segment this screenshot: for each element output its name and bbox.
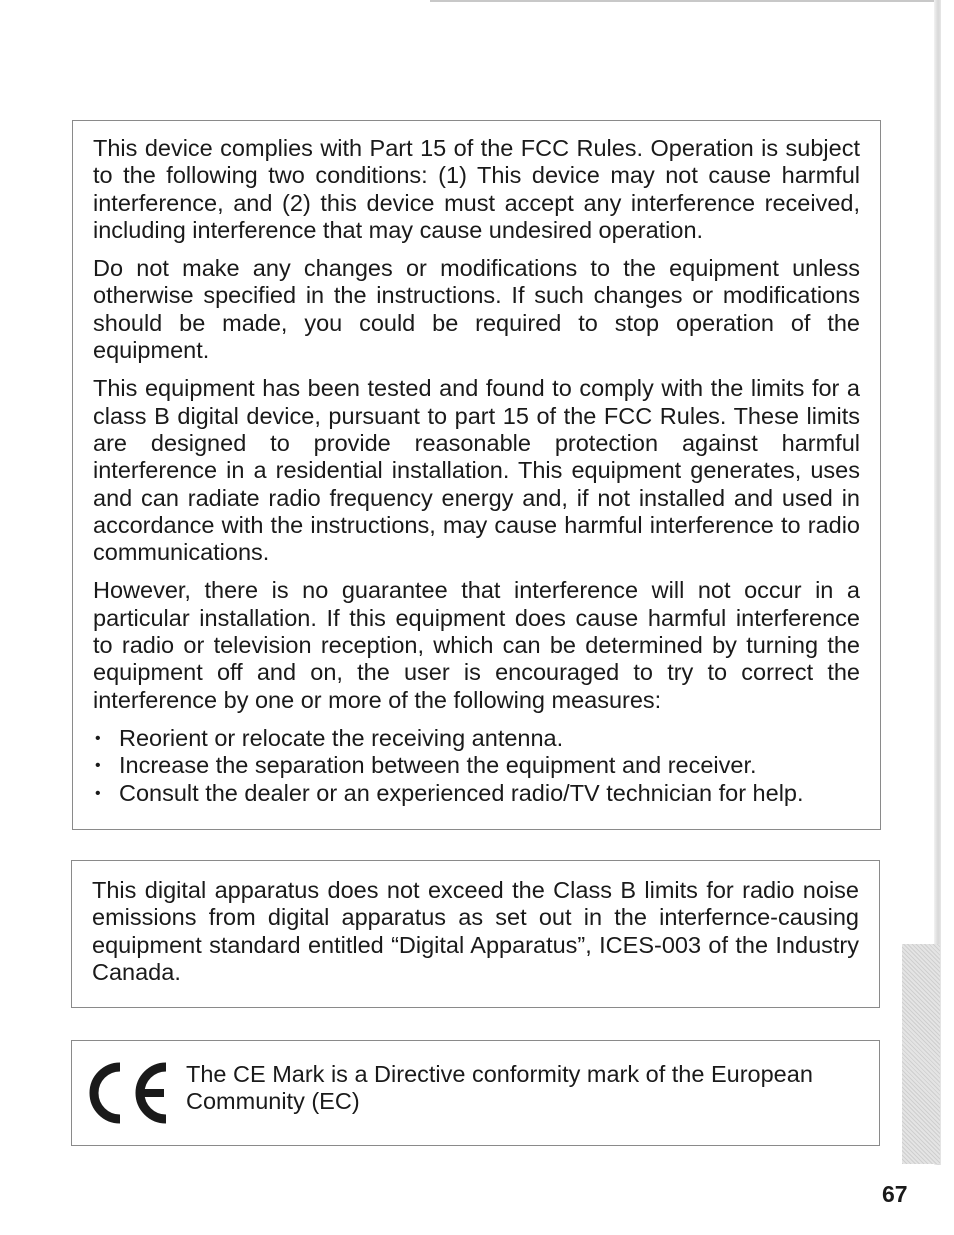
list-item [93,780,860,807]
canada-notice-text: This digital apparatus does not exceed the Class B limits for radio noise emissions from digital apparatus as set out in the interfernce-causing equipment standard entitled “Digital Apparatus”, ICES-003 of the Industry Canada. [92,877,859,985]
measure-text: Increase the separation between the equipment and receiver. [119,752,757,779]
page-number: 67 [882,1181,908,1207]
fcc-paragraph-no-guarantee: However, there is no guarantee that interference will not occur in a particular installation. If this equipment does cause harmful interference to radio or television reception, which can be determined by turning the equipment off and on, the user is encouraged to try to correct the interference by one or more of the following measures: [93,577,860,713]
ce-mark-logo [86,1061,172,1125]
bullet-icon: • [95,784,101,802]
measure-text: Reorient or relocate the receiving antenna. [119,724,564,751]
bullet-icon: • [95,729,101,747]
page-edge-top [430,0,940,2]
canada-notice-box [71,860,880,1008]
fcc-paragraph-compliance: This device complies with Part 15 of the FCC Rules. Operation is subject to the following two conditions: (1) This device may not cause harmful interference, and (2) this device must accept any interference received, including interference that may cause undesired operation. [93,135,860,243]
ce-notice-box [71,1040,880,1146]
ce-notice-row [92,1059,859,1125]
measure-text: Consult the dealer or an experienced radio/TV technician for help. [119,779,804,806]
fcc-paragraph-class-b-limits: This equipment has been tested and found to comply with the limits for a class B digital device, pursuant to part 15 of the FCC Rules. These limits are designed to provide reasonable protection against harmful interference in a residential installation. This equipment generates, uses and can radiate radio frequency energy and, if not installed and used in accordance with the instructions, may cause harmful interference to radio communications. [93,375,860,566]
thumb-index-tab [902,944,940,1164]
bullet-icon: • [95,757,101,775]
fcc-notice-box [72,120,881,830]
ce-notice-text: The CE Mark is a Directive conformity mark of the European Community (EC) [186,1061,813,1115]
list-item [93,725,860,752]
fcc-measures-list [93,725,860,807]
list-item [93,752,860,779]
fcc-paragraph-modifications: Do not make any changes or modifications to the equipment unless otherwise specified in the instructions. If such changes or modifications should be made, you could be required to stop operation of the equipment. [93,255,860,364]
